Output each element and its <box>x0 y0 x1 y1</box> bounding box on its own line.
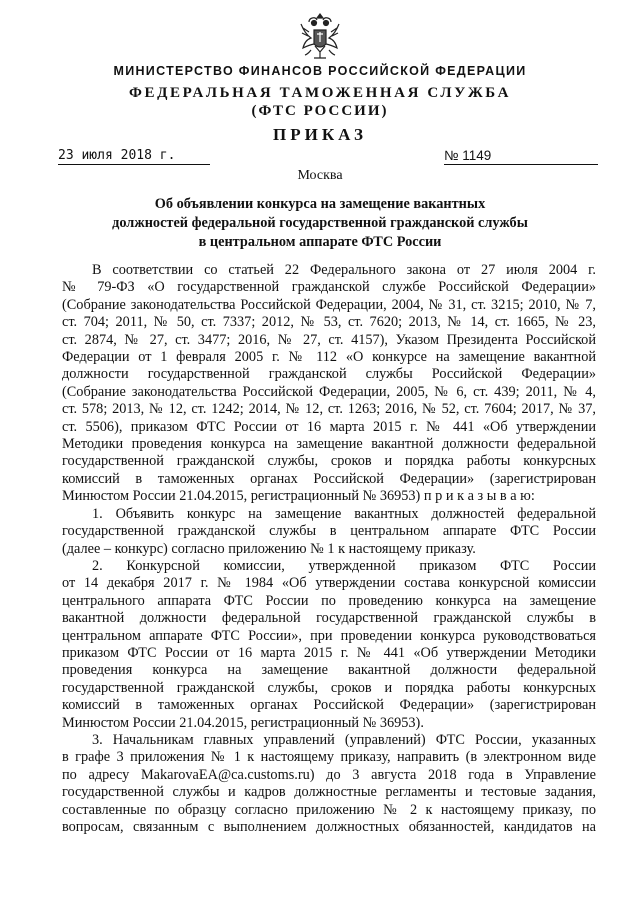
body-line: составленные по образцу согласно приложению № 2 к настоящему приказу, по <box>62 801 596 818</box>
document-body <box>62 262 596 836</box>
body-line: ст. 5506), приказом ФТС России от 16 марта 2015 г. № 441 «Об утверждении <box>62 418 596 435</box>
body-line: проведения конкурса на замещение вакантной должности федеральной <box>62 662 596 679</box>
order-number: № 1149 <box>444 148 598 165</box>
service-name: ФЕДЕРАЛЬНАЯ ТАМОЖЕННАЯ СЛУЖБА <box>128 85 512 101</box>
body-line: государственной гражданской службы, сроков и порядка работы конкурсных <box>62 453 596 470</box>
body-line: приказом ФТС России от 16 марта 2015 г. № 441 «Об утверждении Методики <box>62 644 596 661</box>
body-line: В соответствии со статьей 22 Федерального закона от 27 июля 2004 г. <box>92 262 596 278</box>
body-line: Федерации от 1 февраля 2005 г. № 112 «О конкурсе на замещение вакантной <box>62 349 596 366</box>
ministry-name: МИНИСТЕРСТВО ФИНАНСОВ РОССИЙСКОЙ ФЕДЕРАЦИИ <box>113 64 527 78</box>
body-line: от 14 декабря 2017 г. № 1984 «Об утверждении состава конкурсной комиссии <box>62 575 596 592</box>
body-line: (Собрание законодательства Российской Федерации, 2005, № 6, ст. 439; 2011, № 4, <box>62 383 596 400</box>
body-line: комиссий в таможенных органах Российской Федерации» (зарегистрирован <box>62 470 596 487</box>
order-city: Москва <box>297 168 343 183</box>
body-line: (далее – конкурс) согласно приложению № 1 к настоящему приказу. <box>62 540 476 557</box>
body-line: государственной гражданской службы в центральном аппарате ФТС России <box>62 523 596 540</box>
body-line: вакантной должности федеральной государственной гражданской службы в <box>62 610 596 627</box>
title-line: в центральном аппарате ФТС России <box>198 234 442 250</box>
body-line: ст. 578; 2013, № 12, ст. 1242; 2014, № 12, ст. 1263; 2016, № 52, ст. 7604; 2017, № 37, <box>62 401 596 418</box>
title-line: Об объявлении конкурса на замещение вакантных <box>154 196 486 212</box>
body-line: Методики проведения конкурса на замещение вакантной должности федеральной <box>62 436 596 453</box>
body-line: 1. Объявить конкурс на замещение вакантных должностей федеральной <box>92 505 596 522</box>
body-line: государственной службы и кадров должностные регламенты и тестовые задания, <box>62 784 596 801</box>
service-abbreviation: (ФТС РОССИИ) <box>251 103 389 119</box>
body-line: по адресу MakarovaEA@ca.customs.ru) до 3 августа 2018 года в Управление <box>62 766 596 783</box>
title-line: должностей федеральной государственной гражданской службы <box>112 215 528 231</box>
body-line: Минюстом России 21.04.2015, регистрационный № 36953) п р и к а з ы в а ю: <box>62 488 535 505</box>
order-date: 23 июля 2018 г. <box>58 148 210 165</box>
body-line: 2. Конкурсной комиссии, утвержденной приказом ФТС России <box>92 557 596 574</box>
body-line: государственной гражданской службы, сроков и порядка работы конкурсных <box>62 679 596 696</box>
body-line: центральном аппарате ФТС России», при проведении конкурса руководствоваться <box>62 627 596 644</box>
body-line: вопросам, связанным с выполнением должностных обязанностей, кандидатов на <box>62 819 596 835</box>
body-line: Минюстом России 21.04.2015, регистрационный № 36953). <box>62 714 424 731</box>
body-line: (Собрание законодательства Российской Федерации, 2004, № 31, ст. 3215; 2010, № 7, <box>62 296 596 313</box>
body-line: центрального аппарата ФТС России по проведению конкурса на замещение <box>62 592 596 609</box>
body-line: комиссий в таможенных органах Российской Федерации» (зарегистрирован <box>62 697 596 714</box>
body-line: ст. 704; 2011, № 50, ст. 7337; 2012, № 53, ст. 7620; 2013, № 14, ст. 1665, № 23, <box>62 314 596 331</box>
document-title <box>0 195 640 252</box>
document-type: ПРИКАЗ <box>273 125 367 144</box>
body-line: ст. 2874, № 27, ст. 3477; 2016, № 27, ст. 4157), Указом Президента Российской <box>62 331 596 348</box>
body-line: 3. Начальникам главных управлений (управлений) ФТС России, указанных <box>92 731 596 748</box>
body-line: должности государственной гражданской службы Российской Федерации» <box>62 366 596 383</box>
body-line: № 79-ФЗ «О государственной гражданской службе Российской Федерации» <box>62 279 596 296</box>
body-line: в графе 3 приложения № 1 к настоящему приказу, направить (в электронном виде <box>62 749 596 766</box>
state-emblem-icon <box>297 10 343 64</box>
